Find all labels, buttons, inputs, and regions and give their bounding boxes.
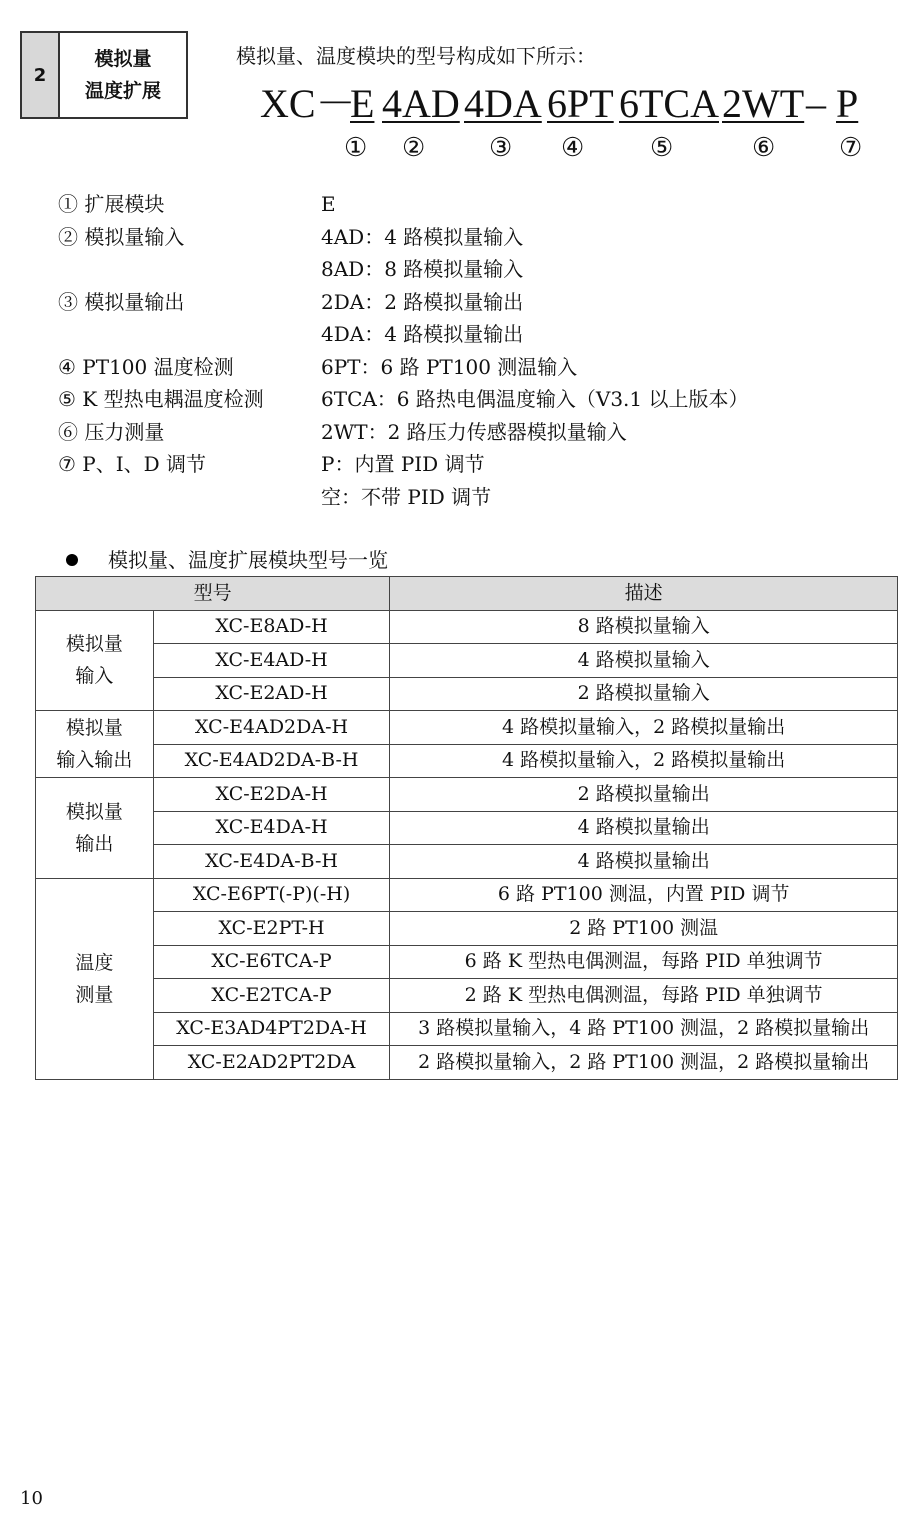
chapter-number: 2 — [22, 33, 60, 117]
legend-label: ① 扩展模块 — [58, 192, 165, 216]
legend-value: 4DA：4 路模拟量输出 — [321, 322, 524, 346]
table-row — [36, 912, 898, 946]
table-row — [36, 711, 898, 745]
model-cell: XC-E2AD2PT2DA — [153, 1046, 390, 1080]
description-cell: 4 路模拟量输入 — [390, 644, 898, 678]
description-cell: 6 路 PT100 测温，内置 PID 调节 — [390, 878, 898, 912]
group-name-line2: 输入 — [75, 665, 114, 688]
description-cell: 3 路模拟量输入，4 路 PT100 测温，2 路模拟量输出 — [390, 1012, 898, 1046]
legend-item — [58, 383, 858, 416]
legend-label: ⑦ P、I、D 调节 — [58, 452, 207, 476]
description-cell: 6 路 K 型热电偶测温，每路 PID 单独调节 — [390, 945, 898, 979]
legend-value: 6TCA：6 路热电偶温度输入（V3.1 以上版本） — [321, 387, 749, 411]
model-cell: XC-E8AD-H — [153, 610, 390, 644]
legend-value: E — [321, 192, 336, 216]
model-part-ad: 4AD — [382, 81, 460, 126]
model-cell: XC-E6TCA-P — [153, 945, 390, 979]
bullet-icon — [66, 554, 78, 566]
model-cell: XC-E4DA-B-H — [153, 845, 390, 879]
model-cell: XC-E2AD-H — [153, 677, 390, 711]
chapter-title-line1: 模拟量 — [94, 48, 152, 70]
legend-value: 8AD：8 路模拟量输入 — [321, 257, 524, 281]
group-name-line1: 温度 — [75, 951, 114, 974]
group-name-line2: 测量 — [75, 983, 114, 1006]
model-part-tca: 6TCA — [619, 81, 719, 126]
description-cell: 2 路模拟量输出 — [390, 778, 898, 812]
marker-4: ④ — [561, 133, 585, 163]
model-cell: XC-E4DA-H — [153, 811, 390, 845]
table-header-row — [36, 577, 898, 611]
legend-item — [58, 318, 858, 351]
group-name-line2: 输入输出 — [56, 749, 133, 771]
model-part-pt: 6PT — [547, 81, 614, 126]
table-row — [36, 1046, 898, 1080]
description-cell: 4 路模拟量输入，2 路模拟量输出 — [390, 711, 898, 745]
model-cell: XC-E3AD4PT2DA-H — [153, 1012, 390, 1046]
model-part-da: 4DA — [464, 81, 542, 126]
legend-item — [58, 253, 858, 286]
description-cell: 2 路 PT100 测温 — [390, 912, 898, 946]
description-cell: 4 路模拟量输出 — [390, 845, 898, 879]
model-cell: XC-E2DA-H — [153, 778, 390, 812]
legend-item — [58, 188, 858, 221]
legend-value: 4AD：4 路模拟量输入 — [321, 224, 524, 249]
model-cell: XC-E2TCA-P — [153, 979, 390, 1013]
legend-label: ④ PT100 温度检测 — [58, 354, 234, 379]
legend-item — [58, 416, 858, 449]
group-name-line1: 模拟量 — [65, 800, 123, 823]
group-cell — [36, 878, 154, 1079]
table-row — [36, 945, 898, 979]
description-cell: 8 路模拟量输入 — [390, 610, 898, 644]
group-name-line1: 模拟量 — [65, 633, 123, 656]
header-model: 型号 — [36, 577, 390, 611]
legend-value: 2DA：2 路模拟量输出 — [321, 289, 524, 314]
legend-value: 空：不带 PID 调节 — [321, 484, 492, 509]
table-row — [36, 811, 898, 845]
table-row — [36, 878, 898, 912]
model-cell: XC-E2PT-H — [153, 912, 390, 946]
model-formula — [260, 78, 900, 130]
legend-item — [58, 448, 858, 481]
table-row — [36, 677, 898, 711]
chapter-title-line2: 温度扩展 — [84, 80, 161, 102]
model-cell: XC-E4AD-H — [153, 644, 390, 678]
legend-item — [58, 481, 858, 514]
model-cell: XC-E4AD2DA-B-H — [153, 744, 390, 778]
model-dash: – — [806, 81, 826, 126]
chapter-title — [60, 33, 186, 117]
description-cell: 2 路模拟量输入，2 路 PT100 测温，2 路模拟量输出 — [390, 1046, 898, 1080]
model-part-pid: P — [836, 81, 859, 126]
group-name-line1: 模拟量 — [65, 717, 123, 739]
description-cell: 4 路模拟量输入，2 路模拟量输出 — [390, 744, 898, 778]
description-cell: 4 路模拟量输出 — [390, 811, 898, 845]
table-row — [36, 845, 898, 879]
legend-label: ③ 模拟量输出 — [58, 289, 185, 314]
description-cell: 2 路 K 型热电偶测温，每路 PID 单独调节 — [390, 979, 898, 1013]
marker-1: ① — [344, 133, 368, 163]
marker-7: ⑦ — [839, 133, 863, 163]
group-cell — [36, 711, 154, 778]
description-cell: 2 路模拟量输入 — [390, 677, 898, 711]
header-description: 描述 — [390, 577, 898, 611]
legend-item — [58, 351, 858, 384]
table-row — [36, 644, 898, 678]
model-prefix: XC－ — [260, 81, 356, 126]
model-part-extension: E — [350, 81, 375, 126]
legend-value: 6PT：6 路 PT100 测温输入 — [321, 354, 578, 379]
section-heading-text: 模拟量、温度扩展模块型号一览 — [108, 548, 388, 572]
model-cell: XC-E4AD2DA-H — [153, 711, 390, 745]
table-row — [36, 979, 898, 1013]
legend-list — [58, 188, 858, 513]
legend-label: ⑥ 压力测量 — [58, 419, 165, 444]
legend-label: ⑤ K 型热电耦温度检测 — [58, 387, 264, 411]
table-row — [36, 610, 898, 644]
model-part-wt: 2WT — [722, 81, 805, 126]
marker-5: ⑤ — [650, 133, 674, 163]
marker-3: ③ — [489, 133, 513, 163]
legend-item — [58, 286, 858, 319]
group-cell — [36, 778, 154, 879]
legend-label: ② 模拟量输入 — [58, 224, 185, 249]
table-row — [36, 778, 898, 812]
marker-2: ② — [402, 133, 426, 163]
marker-6: ⑥ — [752, 133, 776, 163]
chapter-tab — [20, 31, 188, 119]
group-name-line2: 输出 — [75, 832, 114, 855]
table-row — [36, 744, 898, 778]
legend-item — [58, 221, 858, 254]
group-cell — [36, 610, 154, 711]
section-heading — [66, 544, 388, 576]
page-number: 10 — [20, 1488, 43, 1509]
model-table — [35, 576, 898, 1080]
table-row — [36, 1012, 898, 1046]
legend-value: 2WT：2 路压力传感器模拟量输入 — [321, 419, 627, 444]
intro-text: 模拟量、温度模块的型号构成如下所示： — [236, 44, 596, 68]
legend-value: P：内置 PID 调节 — [321, 452, 485, 476]
model-markers — [0, 130, 909, 166]
model-cell: XC-E6PT(-P)(-H) — [153, 878, 390, 912]
